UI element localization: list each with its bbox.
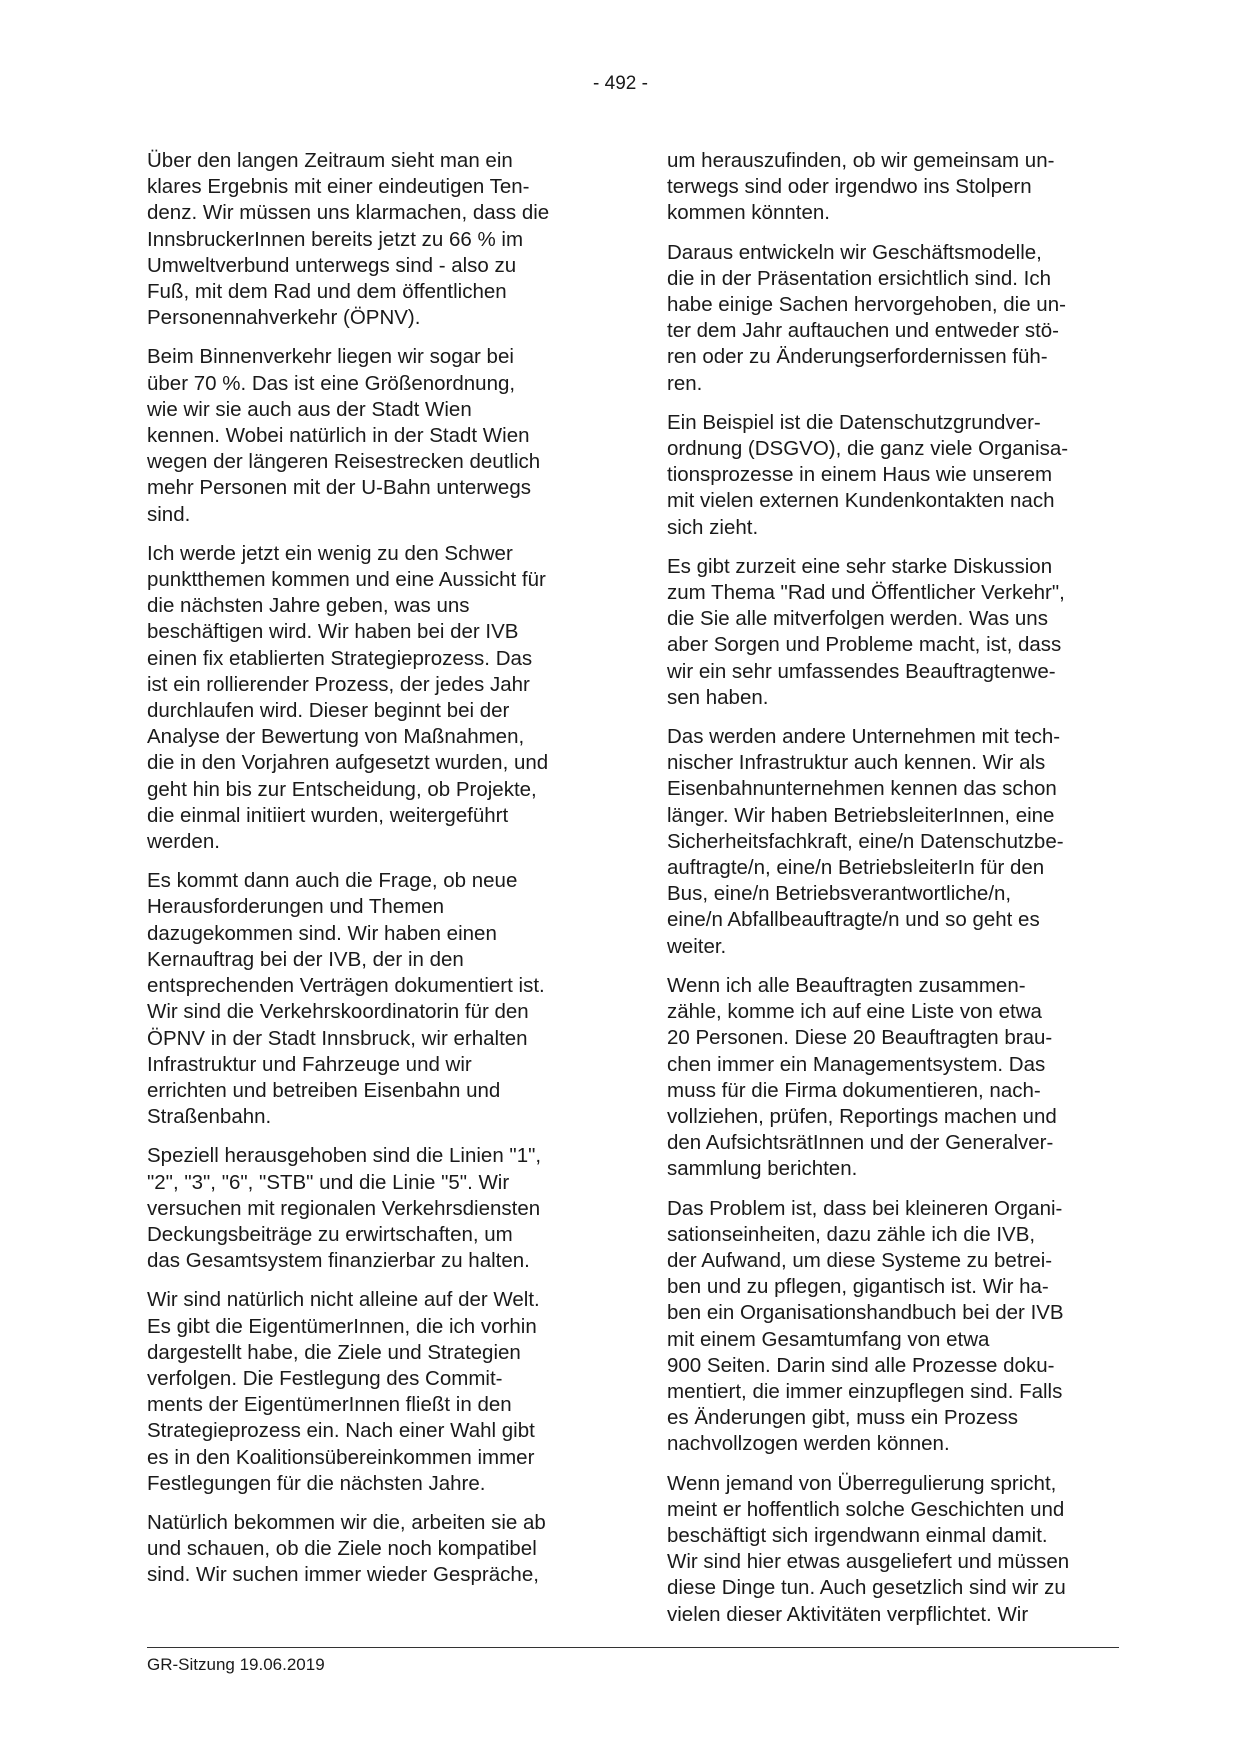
paragraph: Beim Binnenverkehr liegen wir sogar bei über 70 %. Das ist eine Größenordnung, wie wir sie auch aus der Stadt Wien kennen. Wobei natürlich in der Stadt Wien wegen der längeren Reisestrecken deutlich mehr Personen mit der U-Bahn unterwegs sind.: [147, 345, 541, 526]
left-column: [147, 148, 602, 1602]
paragraph: Es gibt zurzeit eine sehr starke Diskussion zum Thema "Rad und Öffentlicher Verkehr", die Sie alle mitverfolgen werden. Was uns aber Sorgen und Probleme macht, ist, dass wir ein sehr umfassendes Beauftragtenwe- sen haben.: [667, 554, 1065, 709]
paragraph: Ein Beispiel ist die Datenschutzgrundver- ordnung (DSGVO), die ganz viele Organisa- tionsprozesse in einem Haus wie unserem mit vielen externen Kundenkontakten nach sich zieht.: [667, 410, 1069, 539]
page-number: - 492 -: [593, 73, 648, 94]
right-column: [667, 148, 1122, 1641]
paragraph: Das werden andere Unternehmen mit tech- nischer Infrastruktur auch kennen. Wir als Eisenbahnunternehmen kennen das schon länger. Wir haben BetriebsleiterInnen, eine Sicherheitsfachkraft, eine/n Datenschutzbe- auftragte/n, eine/n BetriebsleiterIn für den Bus, eine/n Betriebsverantwortliche/n, eine/n Abfallbeauftragte/n und so geht es weiter.: [667, 725, 1064, 958]
paragraph: Wenn jemand von Überregulierung spricht, meint er hoffentlich solche Geschichten und beschäftigt sich irgendwann einmal damit. Wir sind hier etwas ausgeliefert und müssen diese Dinge tun. Auch gesetzlich sind wir zu vielen dieser Aktivitäten verpflichtet. Wir: [667, 1471, 1070, 1626]
paragraph: Ich werde jetzt ein wenig zu den Schwer punktthemen kommen und eine Aussicht für die nächsten Jahre geben, was uns beschäftigen wird. Wir haben bei der IVB einen fix etablierten Strategieprozess. Das ist ein rollierender Prozess, der jedes Jahr durchlaufen wird. Dieser beginnt bei der Analyse der Bewertung von Maßnahmen, die in den Vorjahren aufgesetzt wurden, und geht hin bis zur Entscheidung, ob Projekte, die einmal initiiert wurden, weitergeführt werden.: [147, 541, 549, 854]
paragraph: Natürlich bekommen wir die, arbeiten sie ab und schauen, ob die Ziele noch kompatibel sind. Wir suchen immer wieder Gespräche,: [147, 1510, 546, 1587]
paragraph: Daraus entwickeln wir Geschäftsmodelle, die in der Präsentation ersichtlich sind. Ich habe einige Sachen hervorgehoben, die un- ter dem Jahr auftauchen und entweder stö- ren oder zu Änderungserfordernissen füh- ren.: [667, 240, 1066, 395]
footer-divider: [147, 1647, 1119, 1648]
paragraph: Speziell herausgehoben sind die Linien "1", "2", "3", "6", "STB" und die Linie "5". Wir versuchen mit regionalen Verkehrsdiensten Deckungsbeiträge zu erwirtschaften, um das Gesamtsystem finanzierbar zu halten.: [147, 1144, 542, 1273]
footer-session-label: GR-Sitzung 19.06.2019: [147, 1655, 325, 1674]
paragraph: Das Problem ist, dass bei kleineren Organi- sationseinheiten, dazu zähle ich die IVB, der Aufwand, um diese Systeme zu betrei- ben und zu pflegen, gigantisch ist. Wir ha- ben ein Organisationshandbuch bei der IVB mit einem Gesamtumfang von etwa 900 Seiten. Darin sind alle Prozesse doku- mentiert, die immer einzupflegen sind. Falls es Änderungen gibt, muss ein Prozess nachvollzogen werden können.: [667, 1196, 1064, 1456]
paragraph: Wenn ich alle Beauftragten zusammen- zähle, komme ich auf eine Liste von etwa 20 Personen. Diese 20 Beauftragten brau- chen immer ein Managementsystem. Das muss für die Firma dokumentieren, nach- vollziehen, prüfen, Reportings machen und den AufsichtsrätInnen und der Generalver- sammlung berichten.: [667, 973, 1057, 1181]
paragraph: Es kommt dann auch die Frage, ob neue Herausforderungen und Themen dazugekommen sind. Wir haben einen Kernauftrag bei der IVB, der in den entsprechenden Verträgen dokumentiert ist. Wir sind die Verkehrskoordinatorin für den ÖPNV in der Stadt Innsbruck, wir erhalten Infrastruktur und Fahrzeuge und wir errichten und betreiben Eisenbahn und Straßenbahn.: [147, 869, 545, 1129]
paragraph: Wir sind natürlich nicht alleine auf der Welt. Es gibt die EigentümerInnen, die ich vorhin dargestellt habe, die Ziele und Strategien verfolgen. Die Festlegung des Commit- ments der EigentümerInnen fließt in den Strategieprozess ein. Nach einer Wahl gibt es in den Koalitionsübereinkommen immer Festlegungen für die nächsten Jahre.: [147, 1288, 540, 1495]
paragraph: um herauszufinden, ob wir gemeinsam un- terwegs sind oder irgendwo ins Stolpern kommen könnten.: [667, 149, 1055, 225]
paragraph: Über den langen Zeitraum sieht man ein klares Ergebnis mit einer eindeutigen Ten- denz. Wir müssen uns klarmachen, dass die InnsbruckerInnen bereits jetzt zu 66 % im Umweltverbund unterwegs sind - also zu Fuß, mit dem Rad und dem öffentlichen Personennahverkehr (ÖPNV).: [147, 149, 550, 330]
